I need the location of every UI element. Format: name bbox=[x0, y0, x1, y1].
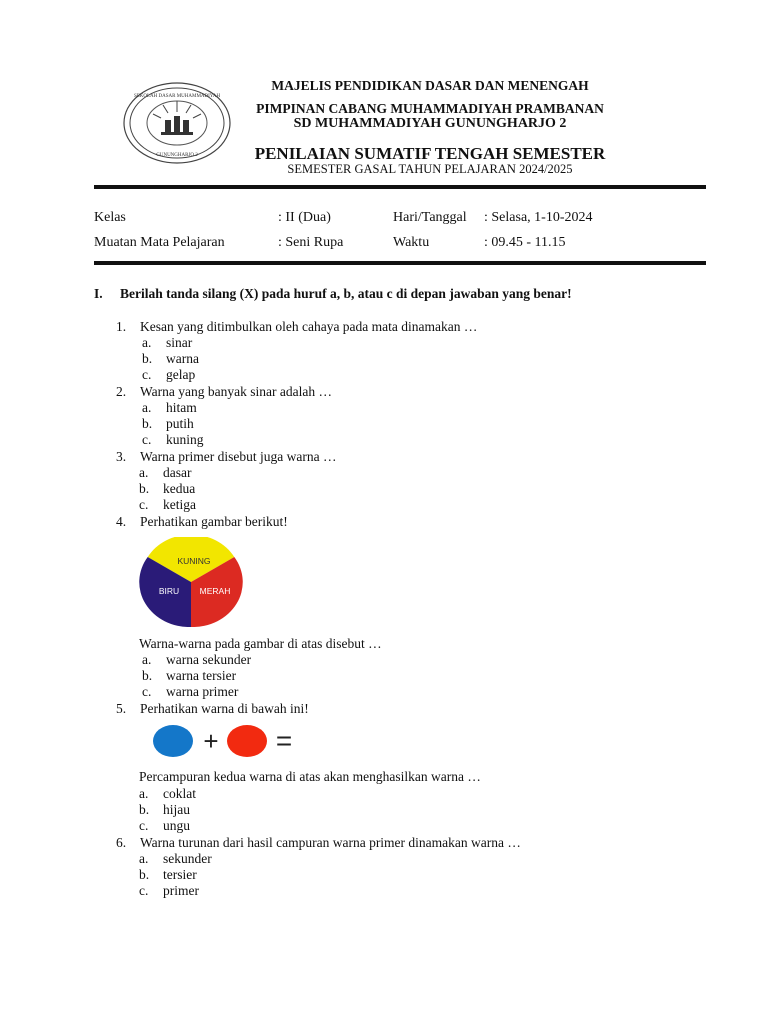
option-letter: c. bbox=[142, 367, 152, 382]
option-text: ungu bbox=[163, 818, 190, 833]
question-4-followup: Warna-warna pada gambar di atas disebut … bbox=[139, 636, 382, 651]
question-number: 1. bbox=[116, 319, 127, 334]
option-text: tersier bbox=[163, 867, 197, 882]
option-2c[interactable] bbox=[142, 432, 204, 448]
option-text: ketiga bbox=[163, 497, 196, 512]
question-2 bbox=[116, 384, 332, 400]
option-text: putih bbox=[166, 416, 194, 431]
question-text: Warna yang banyak sinar adalah … bbox=[140, 384, 332, 399]
option-letter: a. bbox=[142, 400, 152, 415]
option-letter: c. bbox=[139, 497, 149, 512]
option-6b[interactable] bbox=[139, 867, 197, 883]
header-divider bbox=[94, 185, 706, 189]
option-text: sinar bbox=[166, 335, 193, 350]
option-letter: a. bbox=[139, 851, 149, 866]
option-letter: b. bbox=[139, 802, 150, 817]
question-5-followup: Percampuran kedua warna di atas akan menghasilkan warna … bbox=[139, 769, 481, 784]
pie-label-biru: BIRU bbox=[158, 586, 180, 596]
option-letter: c. bbox=[139, 818, 149, 833]
question-text: Perhatikan gambar berikut! bbox=[140, 514, 288, 529]
option-text: kuning bbox=[166, 432, 204, 447]
header-line-3: SD MUHAMMADIYAH GUNUNGHARJO 2 bbox=[293, 116, 567, 131]
option-letter: a. bbox=[142, 335, 152, 350]
question-1 bbox=[116, 319, 477, 335]
question-number: 4. bbox=[116, 514, 127, 529]
question-5 bbox=[116, 701, 309, 717]
option-letter: b. bbox=[139, 867, 150, 882]
option-1b[interactable] bbox=[142, 351, 199, 367]
option-1c[interactable] bbox=[142, 367, 195, 383]
logo-text-bottom: GUNUNGHARJO 2 bbox=[156, 153, 198, 158]
option-6a[interactable] bbox=[139, 851, 212, 867]
header-line-2: PIMPINAN CABANG MUHAMMADIYAH PRAMBANAN bbox=[256, 101, 604, 116]
exam-title: PENILAIAN SUMATIF TENGAH SEMESTER bbox=[254, 144, 606, 163]
red-circle bbox=[227, 725, 267, 757]
option-letter: b. bbox=[139, 481, 150, 496]
option-2a[interactable] bbox=[142, 400, 197, 416]
option-text: gelap bbox=[166, 367, 196, 382]
hari-label: Hari/Tanggal bbox=[393, 210, 467, 225]
pie-label-kuning: KUNING bbox=[177, 556, 211, 566]
logo-text-top: SEKOLAH DASAR MUHAMMADIYAH bbox=[133, 94, 221, 99]
question-text: Warna primer disebut juga warna … bbox=[140, 449, 337, 464]
hari-value: : Selasa, 1-10-2024 bbox=[484, 210, 593, 225]
option-5b[interactable] bbox=[139, 802, 190, 818]
plus-sign: + bbox=[203, 726, 219, 756]
option-text: coklat bbox=[163, 786, 196, 801]
option-text: warna primer bbox=[166, 684, 239, 699]
question-text: Warna turunan dari hasil campuran warna primer dinamakan warna … bbox=[140, 835, 521, 850]
waktu-value: : 09.45 - 11.15 bbox=[484, 235, 566, 250]
kelas-value: : II (Dua) bbox=[278, 210, 331, 225]
question-number: 3. bbox=[116, 449, 127, 464]
option-letter: b. bbox=[142, 351, 153, 366]
equals-sign: = bbox=[275, 725, 293, 756]
mapel-label: Muatan Mata Pelajaran bbox=[94, 235, 225, 250]
info-divider bbox=[94, 261, 706, 265]
option-text: warna sekunder bbox=[166, 652, 252, 667]
option-4a[interactable] bbox=[142, 652, 251, 668]
option-text: hitam bbox=[166, 400, 197, 415]
question-number: 5. bbox=[116, 701, 127, 716]
waktu-label: Waktu bbox=[393, 235, 430, 250]
option-letter: a. bbox=[139, 465, 149, 480]
option-6c[interactable] bbox=[139, 883, 199, 899]
option-letter: b. bbox=[142, 668, 153, 683]
option-3a[interactable] bbox=[139, 465, 191, 481]
option-letter: a. bbox=[142, 652, 152, 667]
option-letter: a. bbox=[139, 786, 149, 801]
question-4 bbox=[116, 514, 288, 530]
option-text: warna tersier bbox=[166, 668, 237, 683]
option-5a[interactable] bbox=[139, 786, 196, 802]
option-text: sekunder bbox=[163, 851, 212, 866]
option-text: warna bbox=[166, 351, 199, 366]
option-1a[interactable] bbox=[142, 335, 192, 351]
mapel-value: : Seni Rupa bbox=[278, 235, 344, 250]
blue-circle bbox=[153, 725, 193, 757]
option-2b[interactable] bbox=[142, 416, 194, 432]
section-instruction bbox=[94, 286, 572, 302]
option-4c[interactable] bbox=[142, 684, 238, 700]
option-text: primer bbox=[163, 883, 199, 898]
kelas-label: Kelas bbox=[94, 210, 126, 225]
option-letter: b. bbox=[142, 416, 153, 431]
option-5c[interactable] bbox=[139, 818, 190, 834]
header-line-1: MAJELIS PENDIDIKAN DASAR DAN MENENGAH bbox=[271, 78, 589, 93]
option-4b[interactable] bbox=[142, 668, 236, 684]
option-text: dasar bbox=[163, 465, 192, 480]
option-3c[interactable] bbox=[139, 497, 196, 513]
question-text: Kesan yang ditimbulkan oleh cahaya pada mata dinamakan … bbox=[140, 319, 478, 334]
option-text: hijau bbox=[163, 802, 190, 817]
option-letter: c. bbox=[142, 684, 152, 699]
question-number: 2. bbox=[116, 384, 127, 399]
question-text: Perhatikan warna di bawah ini! bbox=[140, 701, 309, 716]
instruction-text: Berilah tanda silang (X) pada huruf a, b, atau c di depan jawaban yang benar! bbox=[120, 286, 572, 301]
color-mix-figure bbox=[150, 721, 300, 761]
option-letter: c. bbox=[139, 883, 149, 898]
primary-color-wheel bbox=[139, 537, 243, 627]
option-3b[interactable] bbox=[139, 481, 195, 497]
option-text: kedua bbox=[163, 481, 196, 496]
pie-label-merah: MERAH bbox=[199, 586, 231, 596]
section-number: I. bbox=[94, 286, 103, 301]
question-6 bbox=[116, 835, 521, 851]
exam-subtitle: SEMESTER GASAL TAHUN PELAJARAN 2024/2025 bbox=[287, 162, 573, 176]
option-letter: c. bbox=[142, 432, 152, 447]
question-3 bbox=[116, 449, 336, 465]
question-number: 6. bbox=[116, 835, 127, 850]
